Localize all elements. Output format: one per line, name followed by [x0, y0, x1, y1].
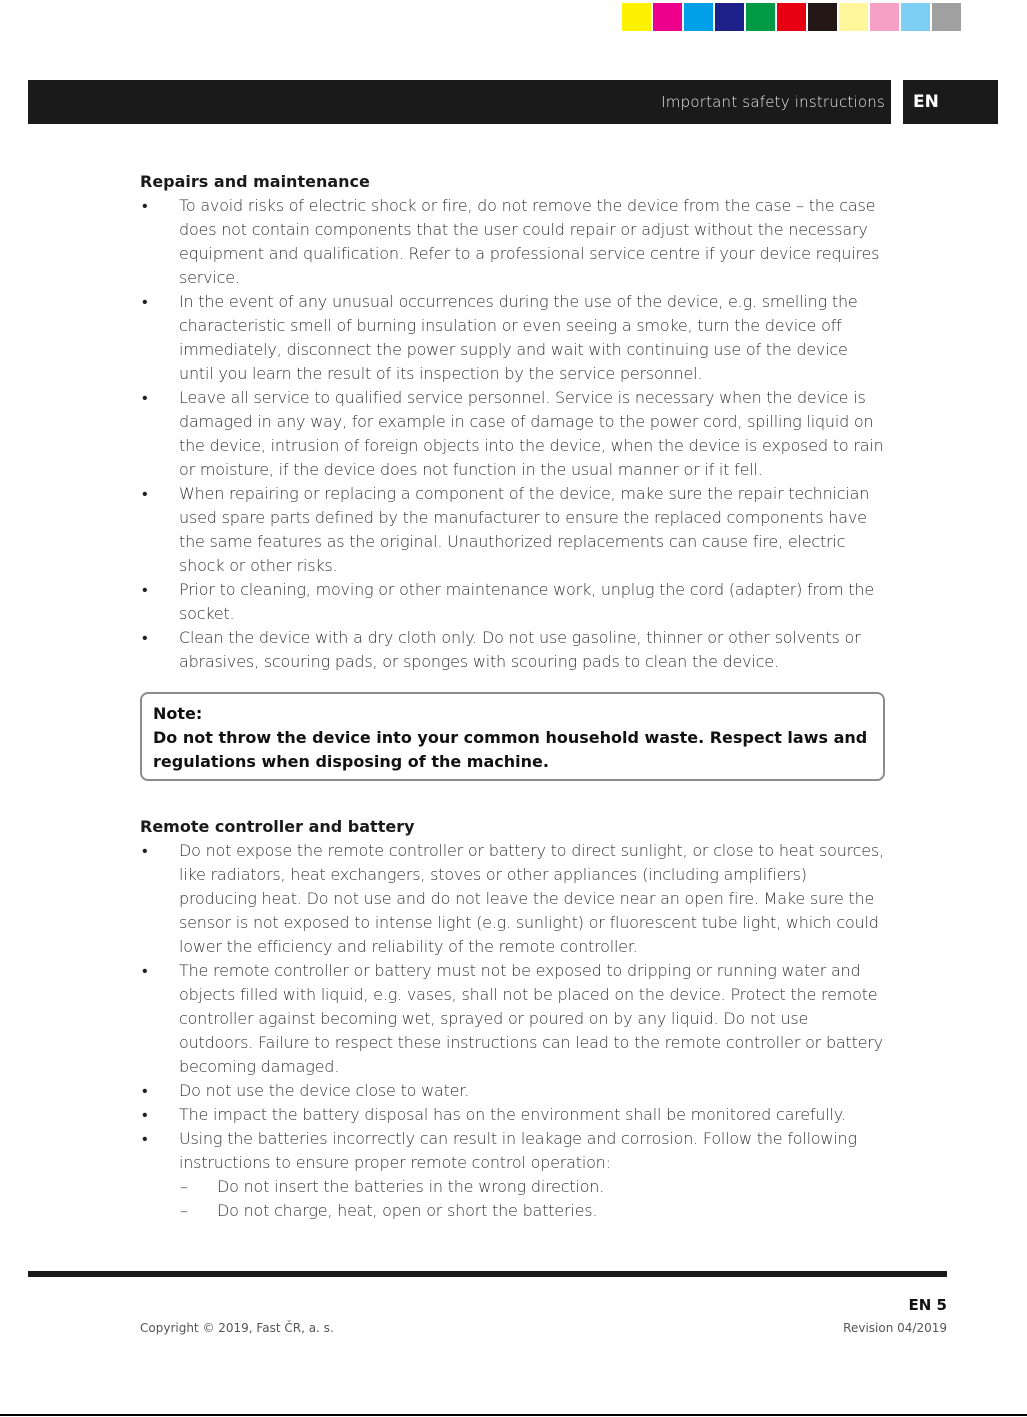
page-number: EN 5 [908, 1296, 947, 1314]
swatch-yellow [622, 3, 651, 31]
swatch-green [746, 3, 775, 31]
swatch-cyan [684, 3, 713, 31]
repairs-list [140, 194, 885, 674]
note-box [140, 692, 885, 781]
note-text: Do not throw the device into your common household waste. Respect laws and regulations when disposing of the machine. [153, 728, 868, 771]
swatch-black [808, 3, 837, 31]
list-item: • Clean the device with a dry cloth only. Do not use gasoline, thinner or other solvents or abrasives, scouring pads, or sponges with scouring pads to clean the device. [140, 626, 885, 674]
list-item: • When repairing or replacing a component of the device, make sure the repair technician used spare parts defined by the manufacturer to ensure the replaced components have the same features as the original. Unauthorized replacements can cause fire, electric shock or other risks. [140, 482, 885, 578]
language-label: EN [913, 92, 939, 112]
swatch-light-yellow [839, 3, 868, 31]
sub-list-item: – Do not insert the batteries in the wrong direction. [179, 1175, 885, 1199]
section-heading-remote: Remote controller and battery [140, 817, 415, 836]
swatch-navy [715, 3, 744, 31]
swatch-light-blue [901, 3, 930, 31]
remote-list [140, 839, 885, 1223]
list-item: • To avoid risks of electric shock or fire, do not remove the device from the case – the case does not contain components that the user could repair or adjust without the necessary equipment and qualification. Refer to a professional service centre if your device requires service. [140, 194, 885, 290]
footer-rule [28, 1271, 947, 1277]
list-item [140, 1127, 885, 1223]
revision-text: Revision 04/2019 [843, 1321, 947, 1335]
remote-section [140, 815, 885, 1223]
list-item: • The remote controller or battery must not be exposed to dripping or running water and objects filled with liquid, e.g. vases, shall not be placed on the device. Protect the remote controller against becoming wet, sprayed or poured on by any liquid. Do not use outdoors. Failure to respect these instructions can lead to the remote controller or battery becoming damaged. [140, 959, 885, 1079]
section-heading-repairs: Repairs and maintenance [140, 172, 370, 191]
list-item: • Do not expose the remote controller or battery to direct sunlight, or close to heat sources, like radiators, heat exchangers, stoves or other appliances (including amplifiers) producing heat. Do not use and do not leave the device near an open fire. Make sure the sensor is not exposed to intense light (e.g. sunlight) or fluorescent tube light, which could lower the efficiency and reliability of the remote controller. [140, 839, 885, 959]
swatch-grey [932, 3, 961, 31]
page-edge-line [0, 1414, 1027, 1416]
list-item: • Leave all service to qualified service personnel. Service is necessary when the device is damaged in any way, for example in case of damage to the power cord, spilling liquid on the device, intrusion of foreign objects into the device, when the device is exposed to rain or moisture, if the device does not function in the usual manner or if it fell. [140, 386, 885, 482]
page-content [140, 170, 885, 1223]
color-registration-bar [622, 3, 963, 31]
header-bar [28, 80, 891, 124]
list-item: • In the event of any unusual occurrences during the use of the device, e.g. smelling the characteristic smell of burning insulation or even seeing a smoke, turn the device off immediately, disconnect the power supply and wait with continuing use of the device until you learn the result of its inspection by the service personnel. [140, 290, 885, 386]
header-title: Important safety instructions [661, 93, 885, 111]
list-item: • Prior to cleaning, moving or other maintenance work, unplug the cord (adapter) from the socket. [140, 578, 885, 626]
list-item: • Do not use the device close to water. [140, 1079, 885, 1103]
language-badge [903, 80, 998, 124]
note-label: Note: [153, 704, 203, 723]
copyright-text: Copyright © 2019, Fast ČR, a. s. [140, 1321, 334, 1335]
swatch-red [777, 3, 806, 31]
battery-sublist [179, 1175, 885, 1223]
list-item-text: Using the batteries incorrectly can result in leakage and corrosion. Follow the following instructions to ensure proper remote control operation: [179, 1129, 857, 1172]
swatch-pink [870, 3, 899, 31]
list-item: • The impact the battery disposal has on the environment shall be monitored carefully. [140, 1103, 885, 1127]
sub-list-item: – Do not charge, heat, open or short the batteries. [179, 1199, 885, 1223]
swatch-magenta [653, 3, 682, 31]
